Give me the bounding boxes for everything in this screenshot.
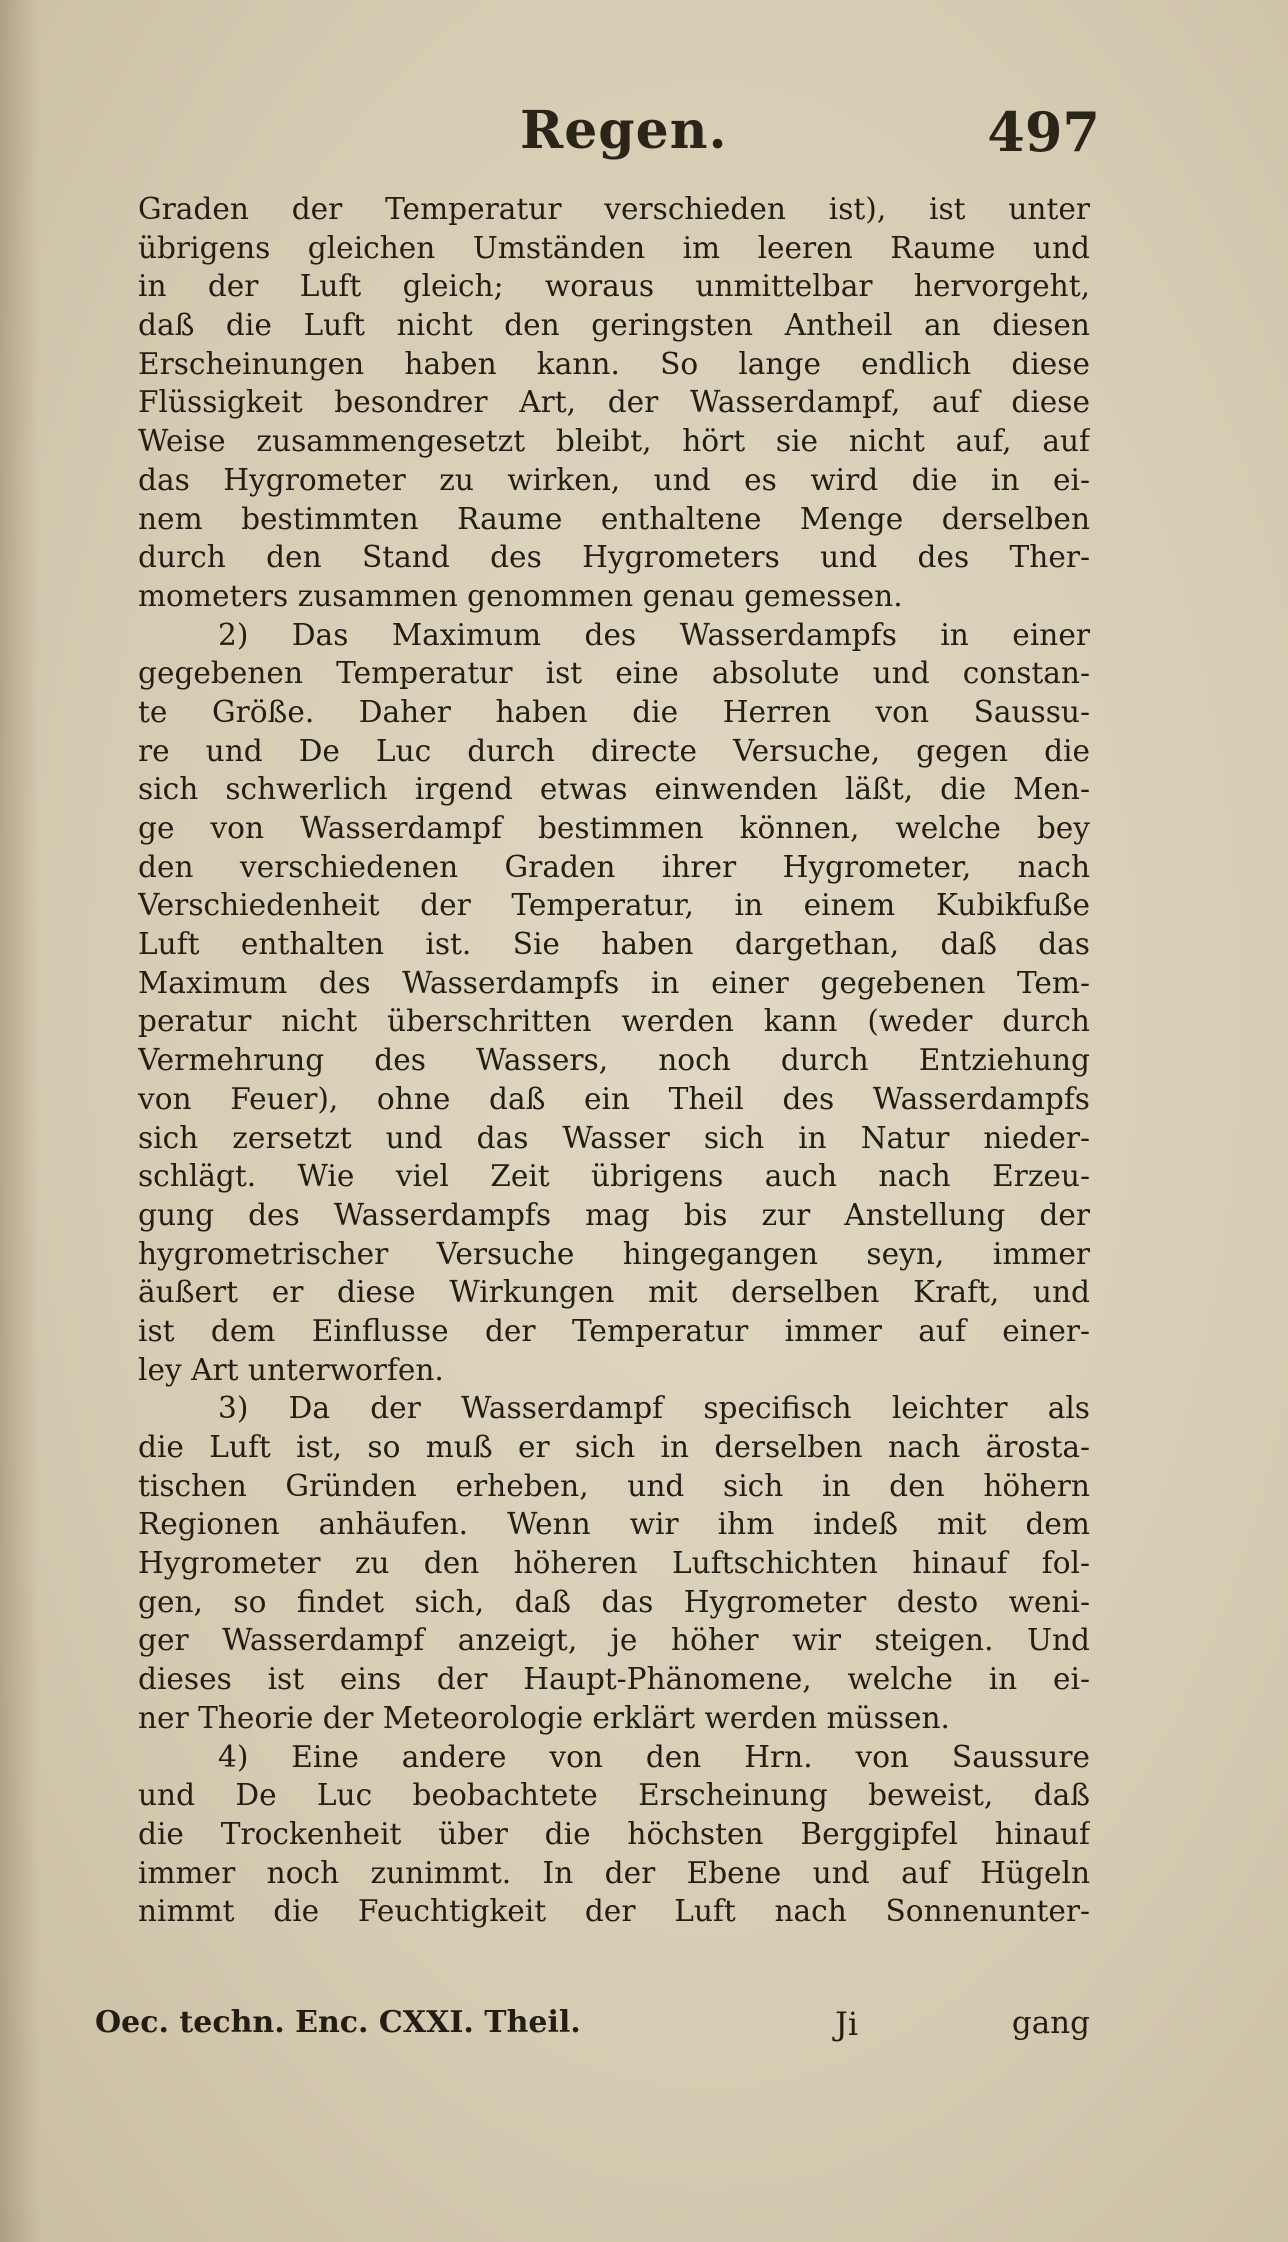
text-line: dieses ist eins der Haupt-Phänomene, welche in ei-	[138, 1662, 1090, 1697]
text-line: ge von Wasserdampf bestimmen können, welche bey	[138, 811, 1090, 845]
text-line: die Trockenheit über die höchsten Berggipfel hinauf	[138, 1816, 1090, 1851]
text-line: äußert er diese Wirkungen mit derselben Kraft, und	[138, 1275, 1090, 1310]
text-line: Luft enthalten ist. Sie haben dargethan, daß das	[138, 927, 1090, 962]
text-line: sich schwerlich irgend etwas einwenden läßt, die Men-	[138, 772, 1090, 807]
catchword: gang	[1011, 2005, 1090, 2041]
text-line: Flüssigkeit besondrer Art, der Wasserdampf, auf diese	[138, 385, 1090, 420]
text-line: Graden der Temperatur verschieden ist), ist unter	[138, 192, 1090, 226]
text-line: gen, so findet sich, daß das Hygrometer desto weni-	[138, 1584, 1090, 1619]
spine-shadow	[0, 0, 40, 2242]
text-line: hygrometrischer Versuche hingegangen seyn, immer	[138, 1236, 1090, 1271]
signature-line: Oec. techn. Enc. CXXI. Theil.	[95, 2005, 581, 2040]
text-line: Erscheinungen haben kann. So lange endlich diese	[138, 346, 1090, 381]
text-line: Maximum des Wasserdampfs in einer gegebenen Tem-	[138, 965, 1090, 1000]
text-line: gegebenen Temperatur ist eine absolute und constan-	[138, 656, 1090, 691]
page-footer	[95, 2005, 1090, 2055]
text-line: Weise zusammengesetzt bleibt, hört sie nicht auf, auf	[138, 424, 1090, 459]
running-head	[140, 100, 1100, 170]
text-line: 3) Da der Wasserdampf specifisch leichter als	[218, 1391, 1090, 1426]
text-line: gung des Wasserdampfs mag bis zur Anstellung der	[138, 1197, 1090, 1232]
text-line: nimmt die Feuchtigkeit der Luft nach Sonnenunter-	[138, 1894, 1090, 1929]
text-line: durch den Stand des Hygrometers und des Ther-	[138, 540, 1090, 575]
text-line: mometers zusammen genommen genau gemessen.	[138, 578, 903, 613]
text-line: peratur nicht überschritten werden kann (weder durch	[138, 1004, 1090, 1039]
page-number: 497	[987, 100, 1100, 164]
text-line: ley Art unterworfen.	[138, 1352, 444, 1387]
sheet-mark: Ji	[835, 2005, 859, 2043]
text-line: Hygrometer zu den höheren Luftschichten hinauf fol-	[138, 1546, 1090, 1581]
text-line: von Feuer), ohne daß ein Theil des Wasserdampfs	[138, 1081, 1090, 1116]
running-title: Regen.	[520, 100, 728, 161]
text-line: und De Luc beobachtete Erscheinung beweist, daß	[138, 1778, 1090, 1813]
text-line: Regionen anhäufen. Wenn wir ihm indeß mit dem	[138, 1507, 1090, 1542]
text-line: ist dem Einflusse der Temperatur immer auf einer-	[138, 1313, 1090, 1348]
text-line: Vermehrung des Wassers, noch durch Entziehung	[138, 1043, 1090, 1078]
text-line: daß die Luft nicht den geringsten Antheil an diesen	[138, 308, 1090, 343]
text-line: 2) Das Maximum des Wasserdampfs in einer	[218, 617, 1090, 652]
text-line: nem bestimmten Raume enthaltene Menge derselben	[138, 501, 1090, 536]
text-line: sich zersetzt und das Wasser sich in Natur nieder-	[138, 1120, 1090, 1155]
text-line: den verschiedenen Graden ihrer Hygrometer, nach	[138, 849, 1090, 884]
text-line: das Hygrometer zu wirken, und es wird die in ei-	[138, 462, 1090, 497]
text-line: ger Wasserdampf anzeigt, je höher wir steigen. Und	[138, 1623, 1090, 1658]
text-line: re und De Luc durch directe Versuche, gegen die	[138, 733, 1090, 768]
text-line: tischen Gründen erheben, und sich in den höhern	[138, 1468, 1090, 1503]
text-line: Verschiedenheit der Temperatur, in einem Kubikfuße	[138, 888, 1090, 923]
text-line: te Größe. Daher haben die Herren von Saussu-	[138, 694, 1090, 729]
text-line: immer noch zunimmt. In der Ebene und auf Hügeln	[138, 1855, 1090, 1890]
text-line: in der Luft gleich; woraus unmittelbar hervorgeht,	[138, 269, 1090, 304]
text-line: übrigens gleichen Umständen im leeren Raume und	[138, 230, 1090, 265]
text-line: ner Theorie der Meteorologie erklärt werden müssen.	[138, 1700, 950, 1735]
text-line: die Luft ist, so muß er sich in derselben nach ärosta-	[138, 1430, 1090, 1464]
text-line: 4) Eine andere von den Hrn. von Saussure	[218, 1739, 1090, 1774]
text-line: schlägt. Wie viel Zeit übrigens auch nach Erzeu-	[138, 1159, 1090, 1194]
body-text	[138, 190, 1090, 1931]
